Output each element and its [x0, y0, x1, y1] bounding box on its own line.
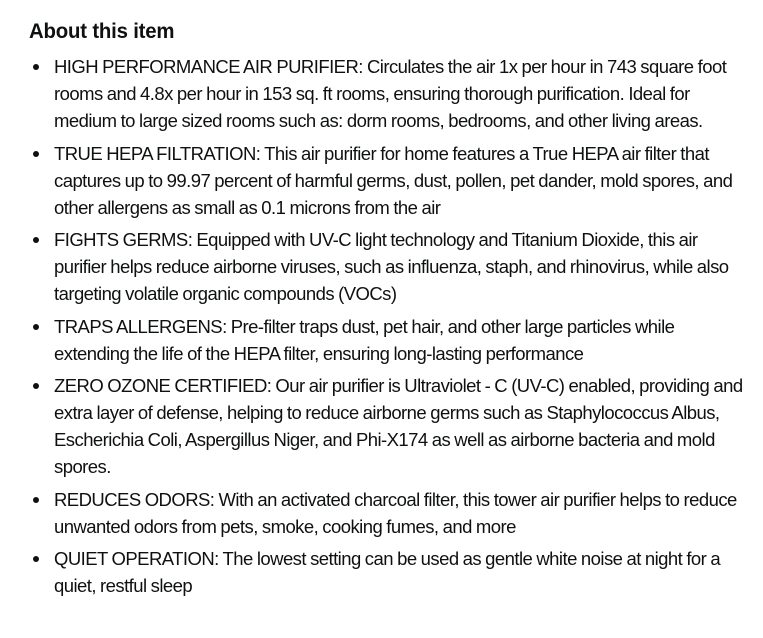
feature-bullet-item [29, 140, 763, 221]
bullet-dot-icon [33, 64, 39, 70]
bullet-dot-icon [33, 151, 39, 157]
feature-bullet-item [29, 545, 763, 599]
section-title: About this item [29, 20, 175, 43]
feature-bullet-item [29, 226, 763, 307]
feature-bullet-item [29, 313, 763, 367]
bullet-dot-icon [33, 237, 39, 243]
bullet-dot-icon [33, 497, 39, 503]
feature-bullet-text: HIGH PERFORMANCE AIR PURIFIER: Circulates the air 1x per hour in 743 square foot rooms and 4.8x per hour in 153 sq. ft rooms, ensuring thorough purification. Ideal for medium to large sized rooms such as: dorm rooms, bedrooms, and other living areas. [54, 56, 727, 131]
feature-bullet-text: REDUCES ODORS: With an activated charcoal filter, this tower air purifier helps to reduce unwanted odors from pets, smoke, cooking fumes, and more [54, 488, 737, 537]
feature-bullet-text: FIGHTS GERMS: Equipped with UV-C light technology and Titanium Dioxide, this air purifier helps reduce airborne viruses, such as influenza, staph, and rhinovirus, while also targeting volatile organic compounds (VOCs) [54, 229, 729, 304]
feature-bullet-text: ZERO OZONE CERTIFIED: Our air purifier is Ultraviolet - C (UV-C) enabled, providing and extra layer of defense, helping to reduce airborne germs such as Staphylococcus Albus, Escherichia Coli, Aspergillus Niger, and Phi-X174 as well as airborne bacteria and mold spores. [54, 375, 743, 477]
bullet-dot-icon [33, 324, 39, 330]
bullet-dot-icon [33, 556, 39, 562]
feature-bullet-text: QUIET OPERATION: The lowest setting can be used as gentle white noise at night for a quiet, restful sleep [54, 548, 721, 596]
feature-bullet-list [29, 53, 763, 599]
feature-bullet-item [29, 486, 763, 540]
feature-bullet-item [29, 53, 763, 134]
feature-bullet-text: TRUE HEPA FILTRATION: This air purifier for home features a True HEPA air filter that captures up to 99.97 percent of harmful germs, dust, pollen, pet dander, mold spores, and other allergens as small as 0.1 microns from the air [54, 142, 733, 218]
bullet-dot-icon [33, 383, 39, 389]
feature-bullet-text: TRAPS ALLERGENS: Pre-filter traps dust, pet hair, and other large particles while extending the life of the HEPA filter, ensuring long-lasting performance [54, 315, 675, 364]
feature-bullet-item [29, 372, 763, 480]
